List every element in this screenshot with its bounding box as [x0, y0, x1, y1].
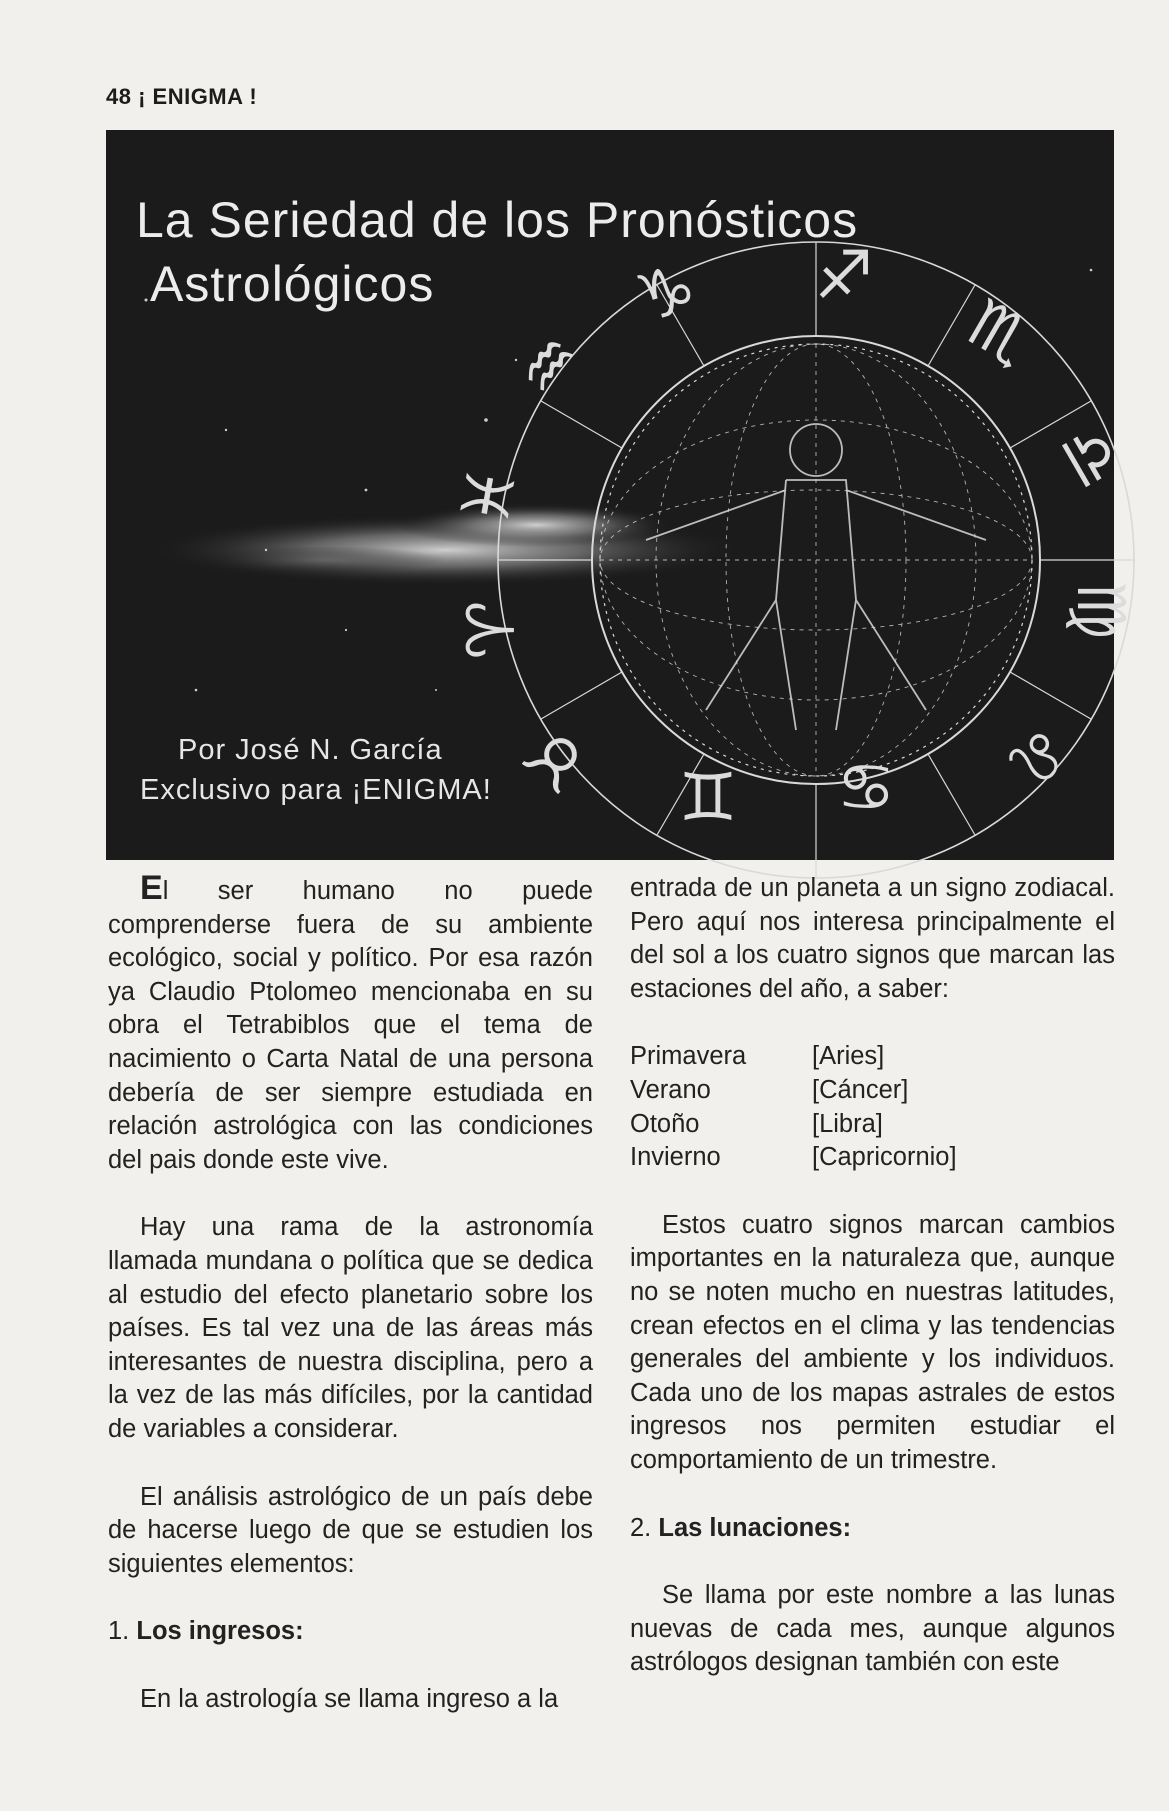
byline: [140, 730, 492, 810]
virgo-glyph: ♍: [1062, 580, 1139, 640]
paragraph-lunas: Se llama por este nombre a las lunas nuevas de cada mes, aunque algunos astrólogos designan también con este: [630, 1581, 1115, 1677]
sagittarius-glyph: ♐: [814, 237, 874, 314]
scorpio-glyph: ♏: [954, 284, 1045, 381]
season-sign: [Cáncer]: [812, 1075, 909, 1104]
gemini-glyph: ♊: [678, 759, 738, 836]
section-heading-lunaciones: [630, 1512, 1115, 1546]
season-row: [630, 1108, 957, 1142]
exclusive-credit: Exclusivo para ¡ENIGMA!: [140, 774, 492, 806]
section-number: 2.: [630, 1513, 652, 1542]
paragraph-intro-text: l ser humano no puede comprenderse fuera de su ambiente ecológico, social y político. Por esa razón ya Claudio Ptolomeo mencionaba en su obra el Tetrabiblos que el tema de nacimiento o Carta Natal de una persona debería de ser siempre estudiada en relación astrológica con las condiciones del pais donde este vive.: [108, 877, 593, 1174]
aries-glyph: ♈: [453, 600, 530, 660]
left-column: [108, 869, 593, 1716]
aquarius-glyph: ♒: [500, 318, 598, 413]
section-title: Los ingresos:: [136, 1617, 304, 1646]
page-folio: 48 ¡ ENIGMA !: [106, 84, 258, 109]
paragraph-cambios: Estos cuatro signos marcan cambios importantes en la naturaleza que, aunque no se noten mucho en nuestras latitudes, crean efectos en el clima y las tendencias generales del ambiente y los individuos. Cada uno de los mapas astrales de estos ingresos nos permiten estudiar el comportamiento de un trimestre.: [630, 1210, 1115, 1474]
section-heading-ingresos: [108, 1615, 593, 1649]
paragraph-analisis: El análisis astrológico de un país debe de hacerse luego de que se estudien los siguientes elementos:: [108, 1482, 593, 1578]
season-row: [630, 1040, 957, 1074]
season-name: Otoño: [630, 1109, 700, 1138]
season-row: [630, 1074, 957, 1108]
season-sign: [Libra]: [812, 1109, 883, 1138]
section-title: Las lunaciones:: [658, 1513, 852, 1542]
taurus-glyph: ♉: [509, 710, 604, 808]
season-name: Primavera: [630, 1042, 747, 1071]
article-title: [136, 188, 858, 316]
section-number: 1.: [108, 1617, 130, 1646]
season-sign: [Capricornio]: [812, 1143, 957, 1172]
seasons-list: [630, 1040, 957, 1174]
season-name: Invierno: [630, 1143, 721, 1172]
title-line-1: La Seriedad de los Pronósticos: [136, 192, 859, 248]
paragraph-intro: [108, 869, 593, 1177]
season-sign: [Aries]: [812, 1042, 885, 1071]
paragraph-ingreso: En la astrología se llama ingreso a la: [140, 1684, 559, 1713]
title-line-2: Astrológicos: [150, 256, 435, 312]
right-column: [630, 872, 1115, 1680]
capricorn-glyph: ♑: [627, 248, 705, 339]
pisces-glyph: ♓: [445, 460, 532, 532]
season-name: Verano: [630, 1075, 711, 1104]
hero-image: [106, 130, 1139, 860]
libra-glyph: ♎: [1042, 411, 1139, 502]
author-credit: Por José N. García: [178, 734, 443, 766]
cancer-glyph: ♋: [836, 749, 896, 826]
paragraph-mundana: Hay una rama de la astronomía llamada mundana o política que se dedica al estudio del efecto planetario sobre los países. Es tal vez una de las áreas más interesantes de nuestra disciplina, pero a la vez de las más difíciles, por la cantidad de variables a considerar.: [108, 1213, 593, 1443]
drop-cap: E: [140, 869, 163, 907]
paragraph-entrada: entrada de un planeta a un signo zodiacal. Pero aquí nos interesa principalmente el del sol a los cuatro signos que marcan las estaciones del año, a saber:: [630, 874, 1115, 1003]
leo-glyph: ♌: [987, 708, 1085, 802]
season-row: [630, 1141, 957, 1175]
